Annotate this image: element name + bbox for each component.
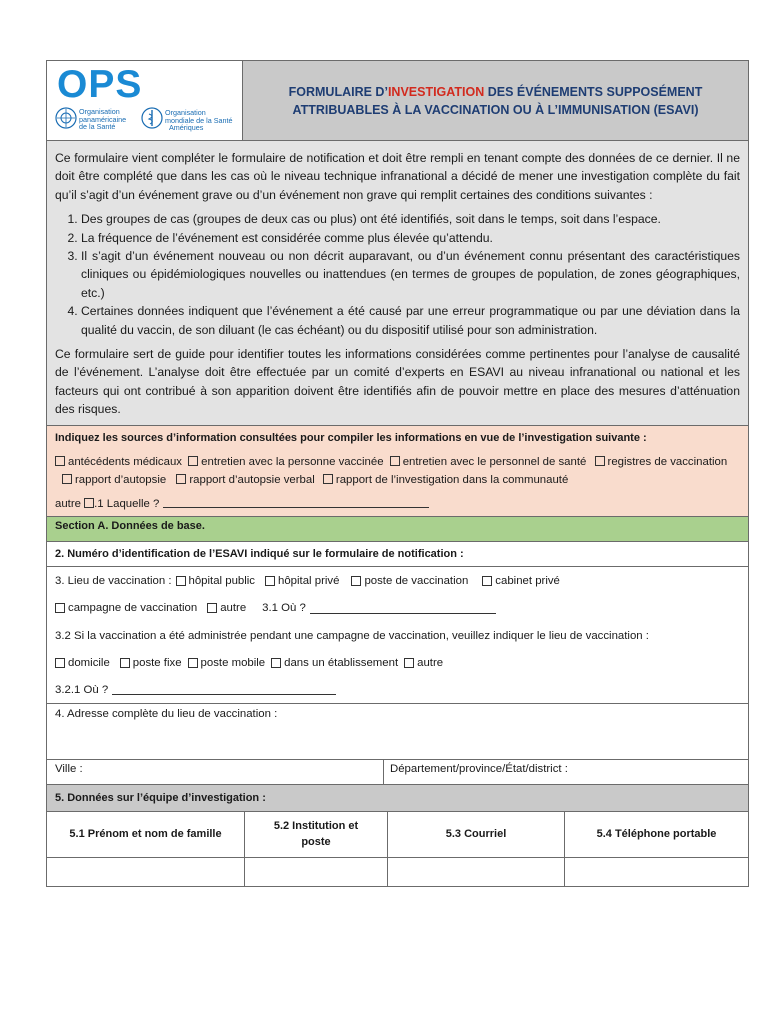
checkbox[interactable] — [271, 658, 281, 668]
other-source-field[interactable] — [163, 497, 429, 508]
sources-other: autre .1 Laquelle ? — [55, 495, 740, 513]
checkbox[interactable] — [390, 456, 400, 466]
ops-logo — [47, 61, 243, 140]
sources-section — [47, 426, 748, 517]
address-field[interactable]: 4. Adresse complète du lieu de vaccination : — [47, 704, 748, 760]
list-item: 3. Il s’agit d’un événement nouveau ou non décrit auparavant, ou d’un événement connu présentant des caractéristiques cliniques ou épidémiologiques nouvelles ou inattendues (en termes de groupes de population, de zones géographiques, etc.) — [81, 247, 740, 302]
checkbox[interactable] — [265, 576, 275, 586]
team-table — [47, 812, 748, 886]
paho-emblem-icon — [55, 107, 77, 129]
form-title: FORMULAIRE D’INVESTIGATION DES ÉVÉNEMENTS SUPPOSÉMENT ATTRIBUABLES À LA VACCINATION OU À L’IMMUNISATION (ESAVI) — [243, 61, 748, 140]
checkbox[interactable] — [188, 658, 198, 668]
who-emblem-icon — [141, 107, 163, 129]
checkbox[interactable] — [207, 603, 217, 613]
table-cell[interactable] — [47, 858, 244, 886]
checkbox[interactable] — [55, 456, 65, 466]
checkbox[interactable] — [188, 456, 198, 466]
intro-paragraph-2: Ce formulaire sert de guide pour identifier toutes les informations considérées comme pertinentes pour l’analyse de causalité de l’événement. L’analyse doit être effectuée par un comité d’experts en ESAVI au niveau infranational ou national et les facteurs qui ont contribué à son apparition doivent être identifiés afin de pouvoir mettre en place des mesures d’atténuation des risques. — [55, 347, 740, 417]
checkbox[interactable] — [55, 603, 65, 613]
column-header-institution: 5.2 Institution et poste — [245, 812, 387, 858]
checkbox[interactable] — [55, 658, 65, 668]
list-item: 4. Certaines données indiquent que l’événement a été causé par une erreur programmatique ou par une déviation dans la qualité du vaccin, de son diluant (le cas échéant) ou du dispositif utilisé pour son administration. — [81, 302, 740, 339]
campaign-site-options: domicile poste fixe poste mobile dans un établissement autre — [47, 650, 748, 677]
vaccination-site-options: 3. Lieu de vaccination : hôpital public hôpital privé poste de vaccination cabinet privé — [55, 574, 560, 587]
campaign-site-where: 3.2.1 Où ? — [47, 677, 748, 703]
checkbox[interactable] — [595, 456, 605, 466]
logo-text: OPS — [57, 63, 143, 106]
checkbox[interactable] — [120, 658, 130, 668]
checkbox[interactable] — [176, 576, 186, 586]
vaccination-site-block — [47, 567, 748, 704]
checkbox[interactable] — [176, 474, 186, 484]
org-right-name: Organisation mondiale de la Santé Amériques — [165, 108, 233, 132]
checkbox[interactable] — [323, 474, 333, 484]
table-cell[interactable] — [388, 858, 564, 886]
location-row — [47, 760, 748, 785]
column-header-name: 5.1 Prénom et nom de famille — [47, 812, 244, 858]
checkbox[interactable] — [62, 474, 72, 484]
table-cell[interactable] — [565, 858, 748, 886]
checkbox[interactable] — [482, 576, 492, 586]
esavi-id-field[interactable]: 2. Numéro d’identification de l’ESAVI indiqué sur le formulaire de notification : — [47, 542, 748, 567]
section-a-title: Section A. Données de base. — [47, 517, 748, 542]
city-field[interactable]: Ville : — [47, 760, 384, 784]
team-section-title: 5. Données sur l’équipe d’investigation : — [47, 785, 748, 812]
sources-heading: Indiquez les sources d’information consultées pour compiler les informations en vue de l’investigation suivante : — [55, 431, 647, 444]
conditions-list — [55, 210, 740, 339]
column-header-email: 5.3 Courriel — [388, 812, 564, 858]
column-header-phone: 5.4 Téléphone portable — [565, 812, 748, 858]
site-other-field[interactable] — [310, 603, 496, 614]
table-cell[interactable] — [245, 858, 387, 886]
org-left-name: Organisation panaméricaine de la Santé — [79, 107, 127, 131]
checkbox[interactable] — [351, 576, 361, 586]
esavi-form — [46, 60, 749, 887]
sources-options: antécédents médicaux entretien avec la personne vaccinée entretien avec le personnel de santé registres de vaccination rapport d’autopsie rapport d’autopsie verbal rapport de l’investigation dans la communauté — [55, 453, 740, 489]
vaccination-site-options-2: campagne de vaccination autre 3.1 Où ? — [47, 595, 748, 622]
title-highlight: INVESTIGATION — [387, 84, 485, 99]
campaign-site-question: 3.2 Si la vaccination a été administrée pendant une campagne de vaccination, veuillez indiquer le lieu de vaccination : — [55, 629, 649, 642]
checkbox[interactable] — [84, 498, 94, 508]
intro-paragraph-1: Ce formulaire vient compléter le formulaire de notification et doit être rempli en tenant compte des données de ce dernier. Il ne doit être complété que dans les cas où le niveau technique infranational a décidé de mener une investigation complète du fait qu’il s’agit d’un événement grave ou d’un événement non grave qui remplit certaines des conditions suivantes : — [55, 151, 740, 202]
form-header — [47, 61, 748, 141]
checkbox[interactable] — [404, 658, 414, 668]
list-item: 2. La fréquence de l’événement est considérée comme plus élevée qu’attendu. — [81, 229, 740, 247]
campaign-site-field[interactable] — [112, 684, 336, 695]
department-field[interactable]: Département/province/État/district : — [390, 762, 568, 775]
list-item: 1. Des groupes de cas (groupes de deux cas ou plus) ont été identifiés, soit dans le temps, soit dans l’espace. — [81, 210, 740, 228]
intro-section — [47, 141, 748, 426]
